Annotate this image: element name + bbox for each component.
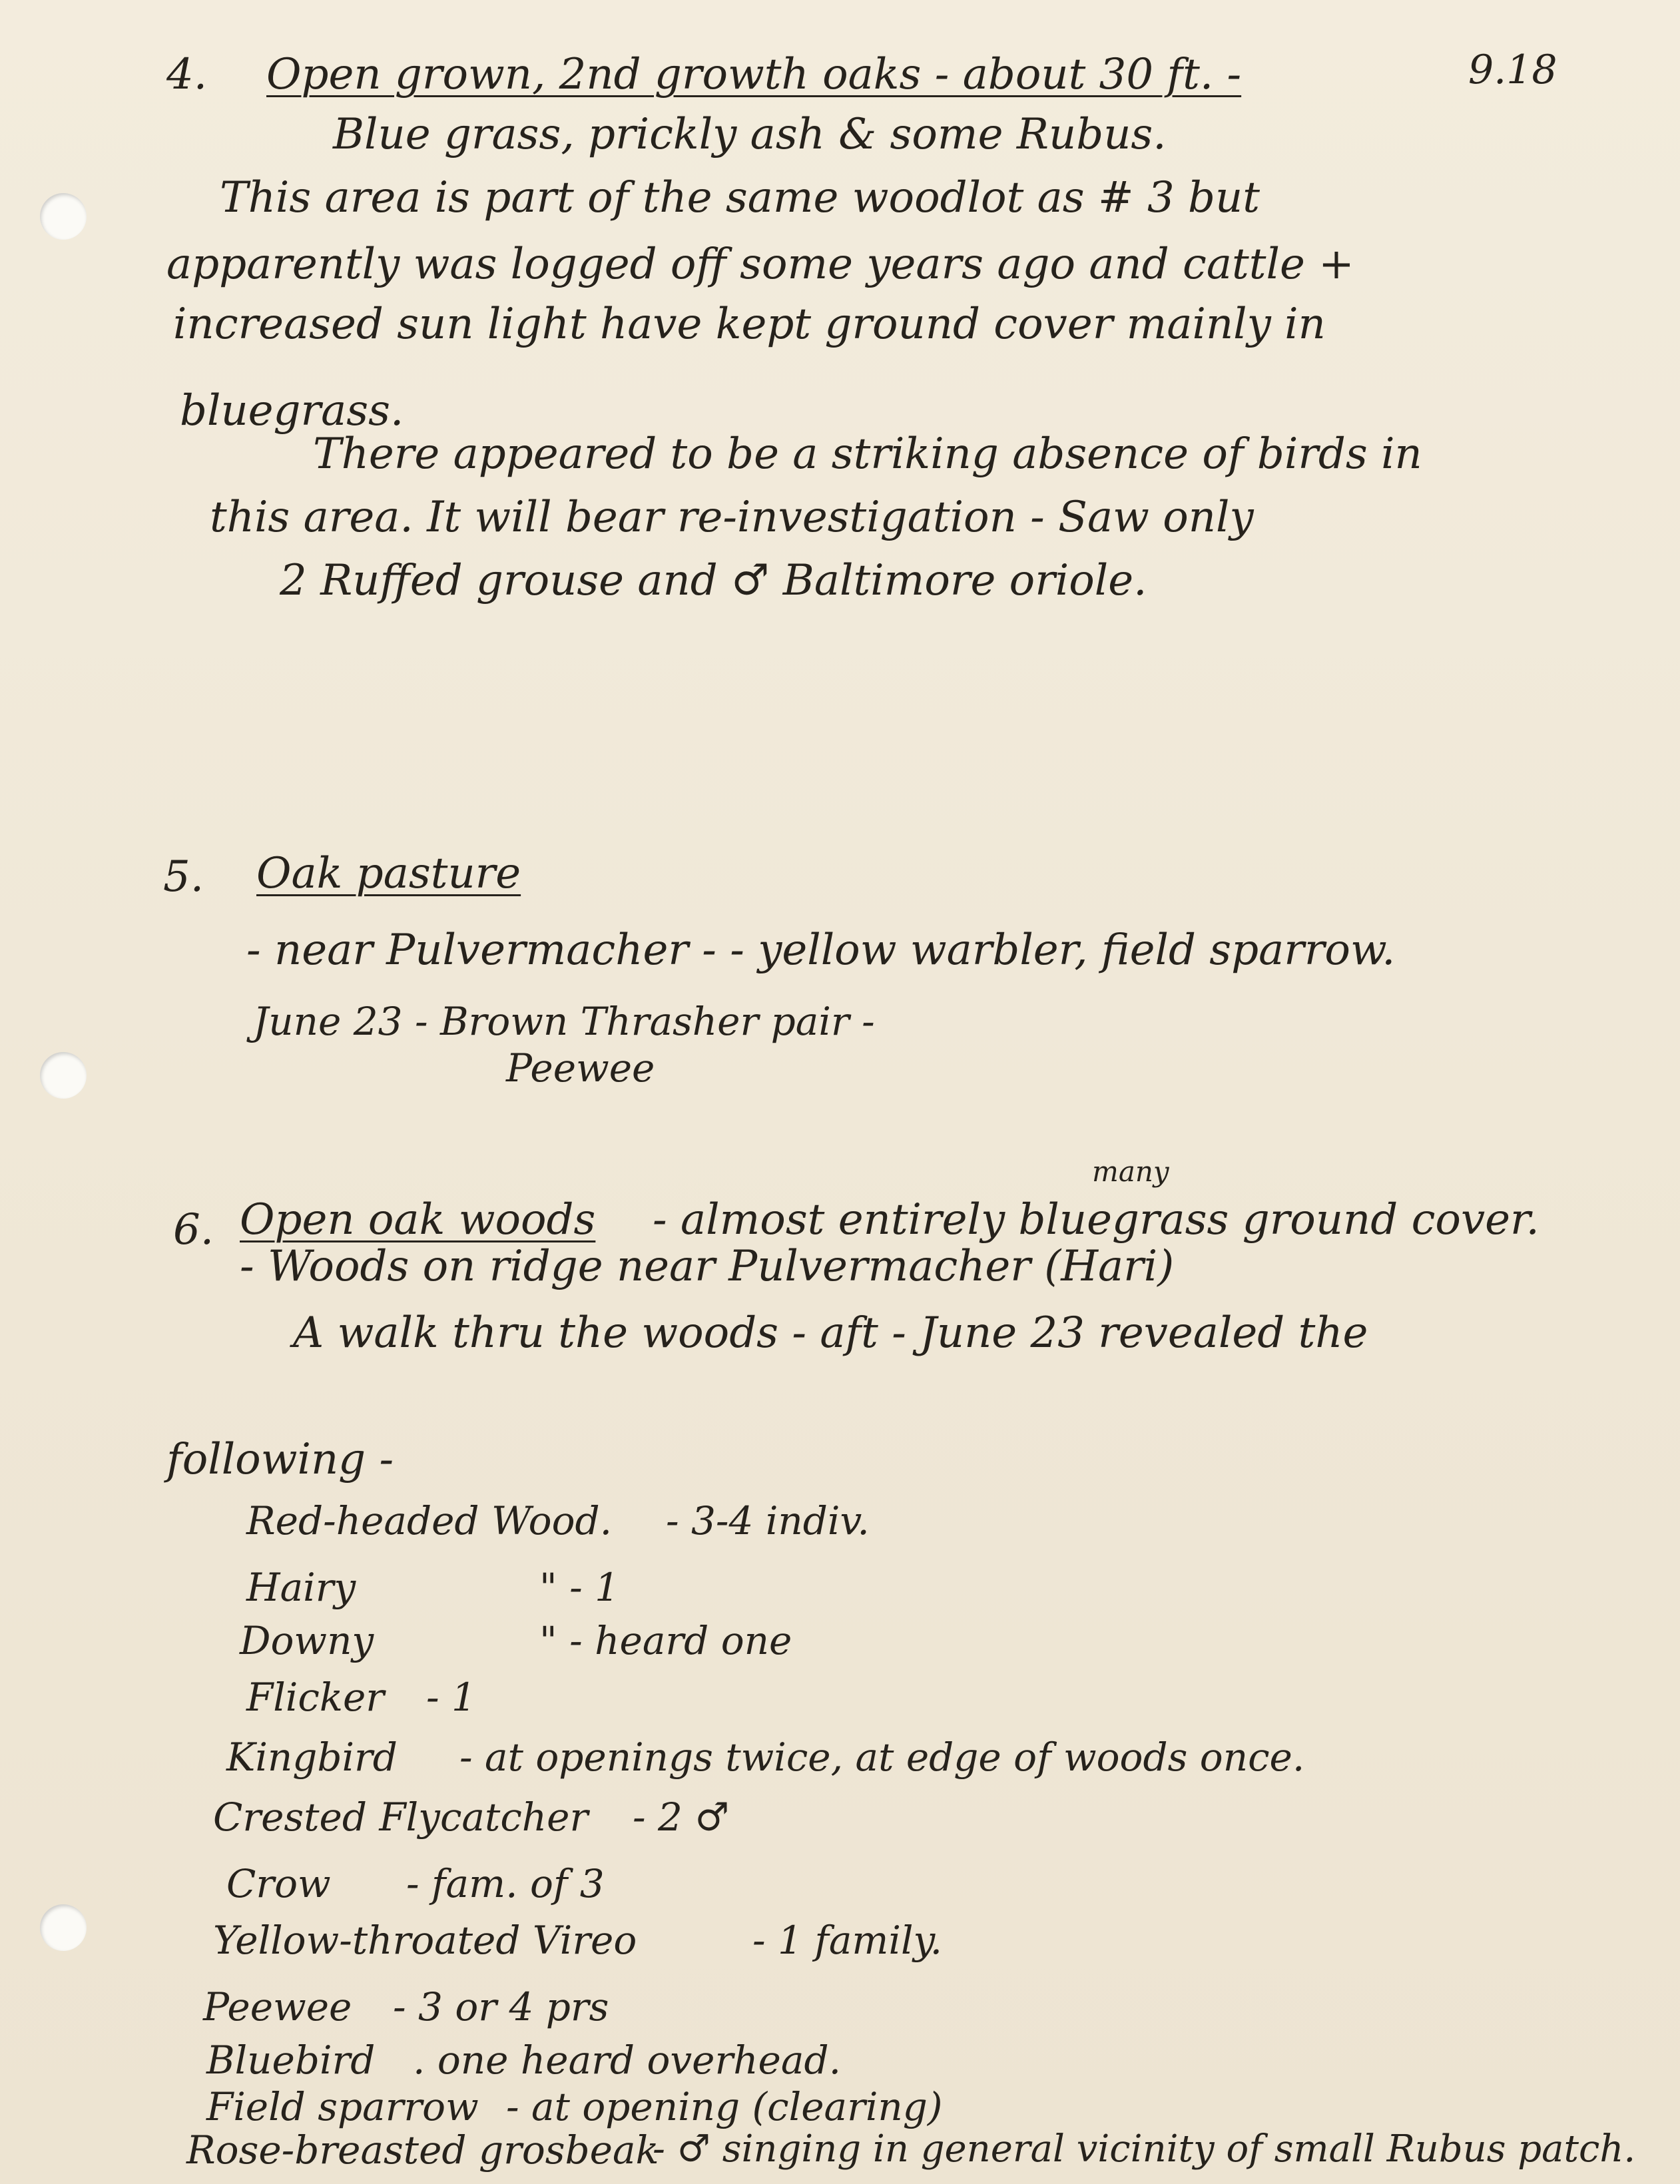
species-note: - 1 family. xyxy=(752,1918,943,1963)
punch-hole-top xyxy=(40,193,87,240)
species-note: " - 1 xyxy=(539,1565,620,1610)
entry-5-line: Peewee xyxy=(506,1045,655,1091)
punch-hole-middle xyxy=(40,1052,87,1099)
species-name: Crow xyxy=(226,1861,331,1906)
entry-4-line: bluegrass. xyxy=(180,386,404,435)
entry-5-heading: Oak pasture xyxy=(256,849,521,898)
entry-6-heading: Open oak woods xyxy=(240,1195,596,1244)
entry-5-line: June 23 - Brown Thrasher pair - xyxy=(253,999,875,1044)
species-name: Hairy xyxy=(246,1565,356,1610)
species-note: - 3 or 4 prs xyxy=(393,1984,609,2030)
species-name: Bluebird xyxy=(206,2038,376,2083)
species-name: Flicker xyxy=(246,1675,385,1720)
punch-hole-bottom xyxy=(40,1904,87,1951)
entry-4-line: increased sun light have kept ground cover mainly in xyxy=(173,300,1326,349)
entry-4-line: There appeared to be a striking absence of birds in xyxy=(313,429,1422,479)
species-note: - at openings twice, at edge of woods once. xyxy=(459,1735,1305,1780)
entry-6-line: - Woods on ridge near Pulvermacher (Hari) xyxy=(240,1242,1175,1291)
page-number: 9.18 xyxy=(1468,47,1557,93)
entry-5-line: - near Pulvermacher - - yellow warbler, field sparrow. xyxy=(246,926,1396,975)
entry-4-line: this area. It will bear re-investigation - Saw only xyxy=(210,493,1254,542)
species-name: Kingbird xyxy=(226,1735,398,1780)
species-name: Crested Flycatcher xyxy=(213,1794,589,1840)
species-note: - 1 xyxy=(426,1675,476,1720)
entry-4-line: 2 Ruffed grouse and ♂ Baltimore oriole. xyxy=(280,556,1147,605)
species-note: - ♂ singing in general vicinity of small Rubus patch. xyxy=(653,2127,1636,2171)
entry-4-line: Blue grass, prickly ash & some Rubus. xyxy=(333,110,1167,159)
entry-4-line: This area is part of the same woodlot as # 3 but xyxy=(220,173,1260,222)
entry-4-heading: Open grown, 2nd growth oaks - about 30 ft. - xyxy=(266,50,1242,99)
species-note: " - heard one xyxy=(539,1618,792,1663)
species-note: - 2 ♂ xyxy=(633,1794,730,1840)
species-name: Field sparrow xyxy=(206,2084,479,2129)
entry-4-number: 4. xyxy=(166,50,208,99)
entry-6-heading-rest: - almost entirely bluegrass ground cover. xyxy=(653,1195,1540,1244)
entry-6-insertion: many xyxy=(1092,1155,1169,1188)
species-note: - 3-4 indiv. xyxy=(666,1498,870,1543)
species-name: Rose-breasted grosbeak xyxy=(186,2127,659,2173)
species-note: - at opening (clearing) xyxy=(506,2084,943,2129)
entry-6-line: A walk thru the woods - aft - June 23 revealed the xyxy=(293,1308,1368,1358)
species-note: . one heard overhead. xyxy=(413,2038,842,2083)
species-name: Yellow-throated Vireo xyxy=(213,1918,637,1963)
entry-5-number: 5. xyxy=(163,852,204,902)
species-name: Downy xyxy=(240,1618,374,1663)
species-name: Red-headed Wood. xyxy=(246,1498,613,1543)
entry-6-number: 6. xyxy=(173,1205,214,1254)
species-name: Peewee xyxy=(203,1984,352,2030)
entry-6-line: following - xyxy=(166,1435,394,1484)
species-note: - fam. of 3 xyxy=(406,1861,605,1906)
entry-4-line: apparently was logged off some years ago and cattle + xyxy=(166,240,1354,289)
